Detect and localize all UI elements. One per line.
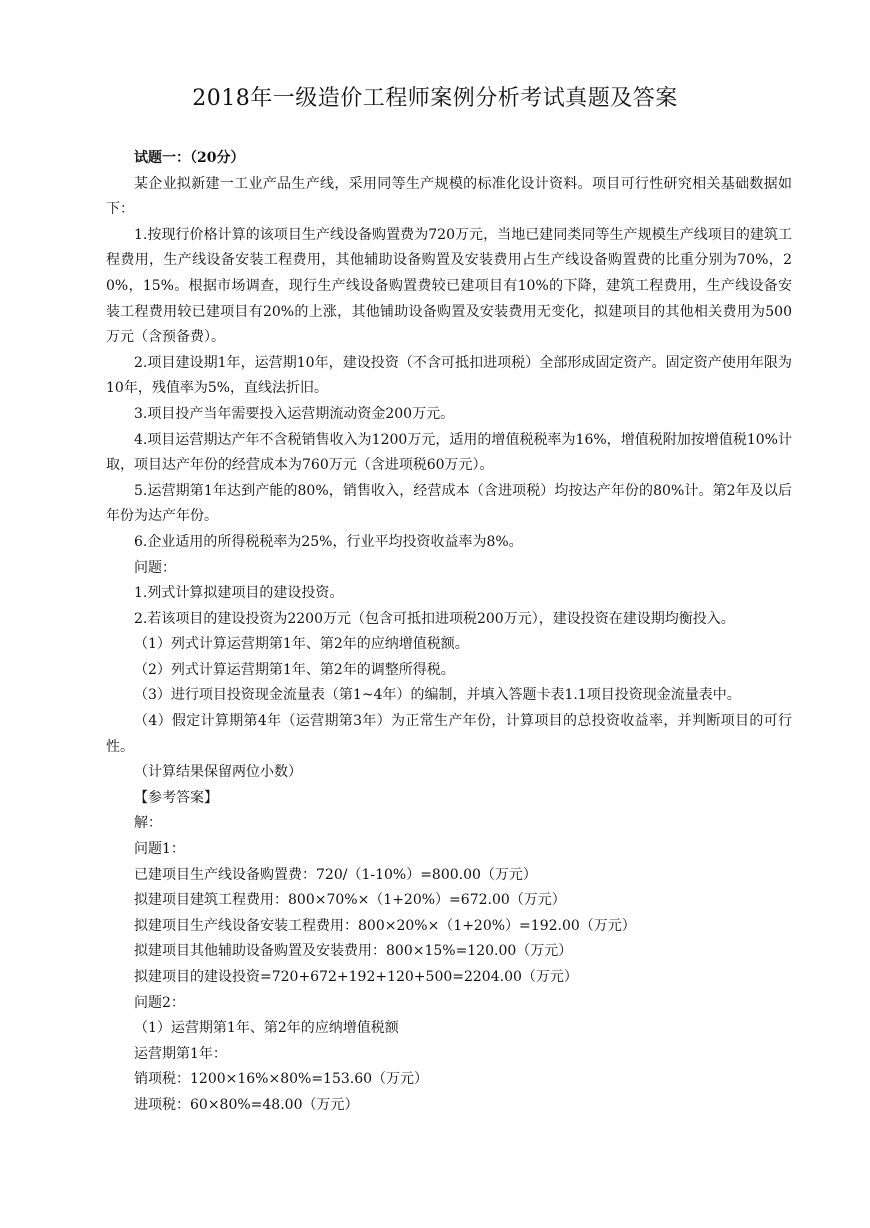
- answer-1-line-4: 拟建项目其他辅助设备购置及安装费用：800×15%=120.00（万元）: [134, 943, 573, 960]
- paragraph-item-2: 2.项目建设期1年，运营期10年，建设投资（不含可抵扣进项税）全部形成固定资产。固定资产使用年限为10年，残值率为5%，直线法折旧。: [106, 354, 792, 397]
- paragraph-intro: 某企业拟新建一工业产品生产线，采用同等生产规模的标准化设计资料。项目可行性研究相关基础数据如下：: [106, 175, 792, 218]
- answer-1-line-2: 拟建项目建筑工程费用：800×70%×（1+20%）=672.00（万元）: [134, 892, 566, 909]
- answer-2-input-tax: 进项税：60×80%=48.00（万元）: [134, 1096, 359, 1113]
- question-1: 1.列式计算拟建项目的建设投资。: [134, 585, 344, 602]
- question-2-sub-4: （4）假定计算期第4年（运营期第3年）为正常生产年份，计算项目的总投资收益率，并判断项目的可行性。: [106, 713, 792, 755]
- rounding-note: （计算结果保留两位小数）: [134, 764, 302, 781]
- paragraph-item-5: 5.运营期第1年达到产能的80%，销售收入，经营成本（含进项税）均按达产年份的80%计。第2年及以后年份为达产年份。: [106, 482, 792, 525]
- questions-label: 问题：: [134, 559, 176, 576]
- question-2-sub-3: （3）进行项目投资现金流量表（第1~4年）的编制，并填入答题卡表1.1项目投资现金流量表中。: [134, 687, 741, 704]
- paragraph-item-6: 6.企业适用的所得税税率为25%，行业平均投资收益率为8%。: [134, 533, 523, 550]
- answer-2-output-tax: 销项税：1200×16%×80%=153.60（万元）: [134, 1071, 429, 1088]
- answer-2-sub-1: （1）运营期第1年、第2年的应纳增值税额: [134, 1020, 399, 1037]
- answer-heading: 【参考答案】: [134, 789, 218, 806]
- answer-1-line-5: 拟建项目的建设投资=720+672+192+120+500=2204.00（万元）: [134, 969, 578, 985]
- paragraph-item-1: 1.按现行价格计算的该项目生产线设备购置费为720万元，当地已建同类同等生产规模生产线项目的建筑工程费用，生产线设备安装工程费用，其他辅助设备购置及安装费用占生产线设备购置费的比重分别为70%，20%，15%。根据市场调查，现行生产线设备购置费较已建项目有10%的下降，建筑工程费用，生产线设备安装工程费用较已建项目有20%的上涨，其他铺助设备购置及安装费用无变化，拟建项目的其他相关费用为500万元（含预备费）。: [106, 226, 792, 346]
- answer-2-label: 问题2：: [134, 994, 185, 1011]
- document-body: [106, 146, 792, 1119]
- answer-1-line-1: 已建项目生产线设备购置费：720/（1-10%）=800.00（万元）: [134, 866, 537, 883]
- answer-1-line-3: 拟建项目生产线设备安装工程费用：800×20%×（1+20%）=192.00（万元）: [134, 917, 636, 934]
- answer-1-label: 问题1：: [134, 841, 185, 858]
- solution-label: 解：: [134, 815, 162, 832]
- question-2: 2.若该项目的建设投资为2200万元（包含可抵扣进项税200万元），建设投资在建设期均衡投入。: [134, 610, 735, 627]
- question-2-sub-2: （2）列式计算运营期第1年、第2年的调整所得税。: [134, 661, 455, 678]
- document-title: 2018年一级造价工程师案例分析考试真题及答案: [192, 86, 678, 111]
- question-2-sub-1: （1）列式计算运营期第1年、第2年的应纳增值税额。: [134, 636, 469, 653]
- question-heading: 试题一：（20分）: [134, 150, 245, 166]
- paragraph-item-3: 3.项目投产当年需要投入运营期流动资金200万元。: [134, 405, 455, 422]
- paragraph-item-4: 4.项目运营期达产年不含税销售收入为1200万元，适用的增值税税率为16%，增值税附加按增值税10%计取，项目达产年份的经营成本为760万元（含进项税60万元）。: [106, 431, 792, 474]
- answer-2-year-1: 运营期第1年：: [134, 1045, 227, 1062]
